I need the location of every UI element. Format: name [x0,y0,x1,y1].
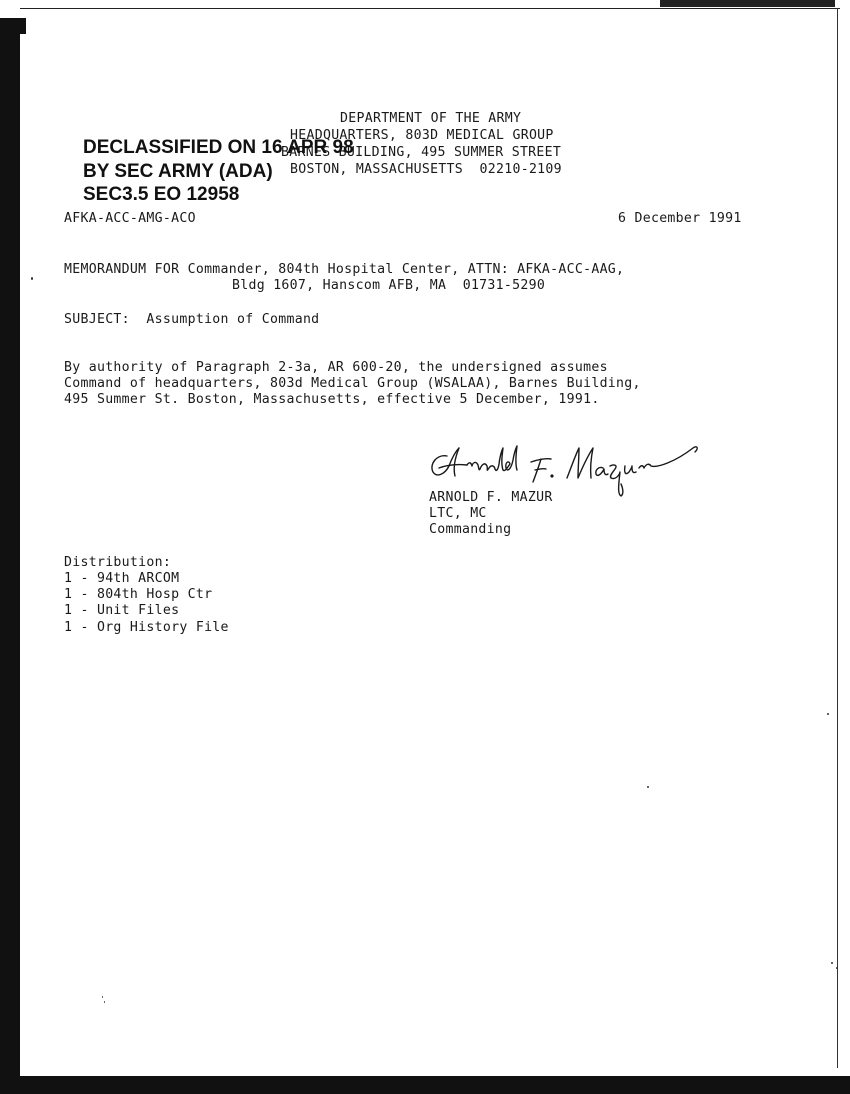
memo-body-line3: 495 Summer St. Boston, Massachusetts, effective 5 December, 1991. [64,392,600,407]
declassified-stamp-line1: DECLASSIFIED ON 16 APR 98 [83,137,354,158]
distribution-item: 1 - 804th Hosp Ctr [64,587,213,602]
declassified-stamp-line3: SEC3.5 EO 12958 [83,184,240,205]
memo-body-line2: Command of headquarters, 803d Medical Group (WSALAA), Barnes Building, [64,376,641,391]
scan-speck [827,713,829,715]
scan-speck [836,967,838,969]
scan-speck [31,277,33,280]
letterhead-building: BARNES BUILDING, 495 SUMMER STREET [281,145,562,160]
signer-title: Commanding [429,522,512,537]
signer-rank: LTC, MC [429,506,487,521]
letterhead-department: DEPARTMENT OF THE ARMY [340,111,522,126]
scan-speck [104,1001,105,1003]
letterhead-city: BOSTON, MASSACHUSETTS 02210-2109 [290,162,562,177]
scan-left-edge [0,22,20,1094]
letterhead-headquarters: HEADQUARTERS, 803D MEDICAL GROUP [290,128,554,143]
office-symbol: AFKA-ACC-AMG-ACO [64,211,196,226]
scan-right-edge [837,8,839,1068]
memo-for-line2: Bldg 1607, Hanscom AFB, MA 01731-5290 [232,278,546,293]
memo-for-line1: MEMORANDUM FOR Commander, 804th Hospital Center, ATTN: AFKA-ACC-AAG, [64,262,625,277]
distribution-item: 1 - Unit Files [64,603,180,618]
distribution-heading: Distribution: [64,555,172,570]
distribution-item: 1 - Org History File [64,620,229,635]
scan-speck [102,996,103,998]
scan-top-edge-dark [660,0,835,7]
memo-subject: SUBJECT: Assumption of Command [64,312,320,327]
signer-name: ARNOLD F. MAZUR [429,490,553,505]
scan-bottom-edge [20,1076,850,1094]
declassified-stamp-line2: BY SEC ARMY (ADA) [83,161,273,182]
distribution-item: 1 - 94th ARCOM [64,571,180,586]
scan-speck [831,962,833,964]
scan-left-notch [0,18,26,34]
scan-speck [647,786,649,788]
memo-body-line1: By authority of Paragraph 2-3a, AR 600-20, the undersigned assumes [64,360,608,375]
memo-date: 6 December 1991 [618,211,742,226]
